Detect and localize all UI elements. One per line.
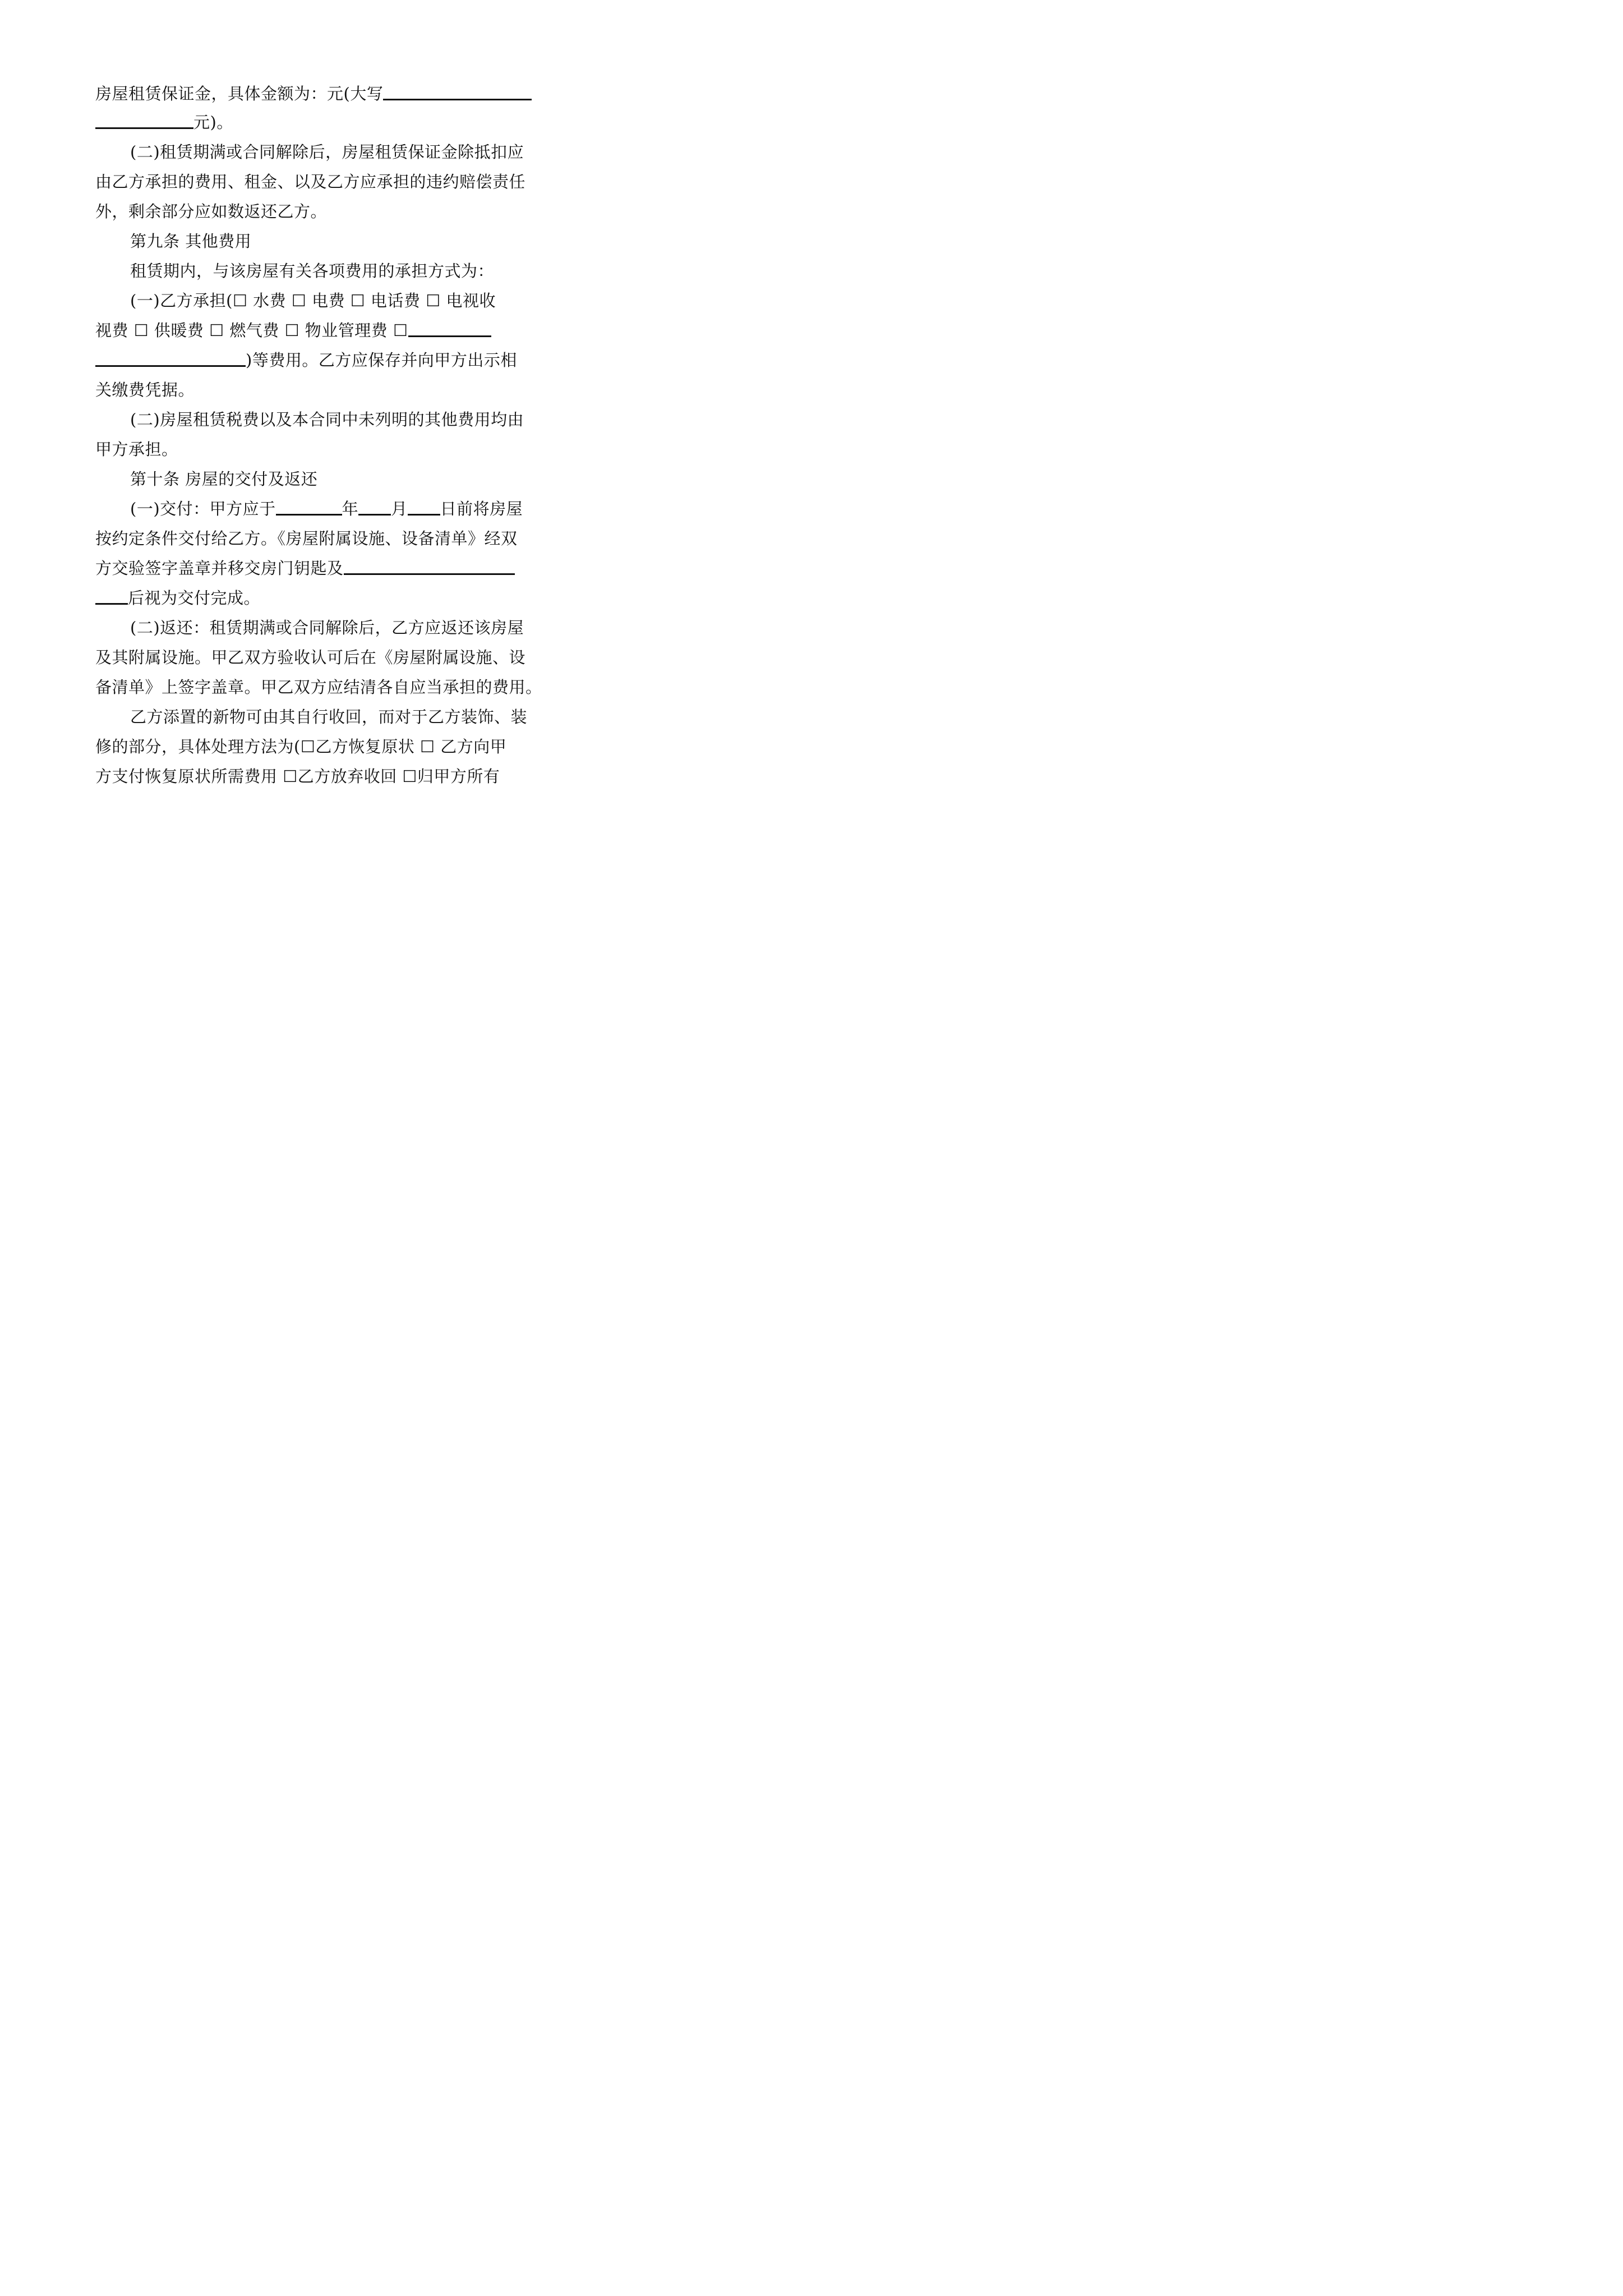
document-page (0, 0, 617, 872)
paragraph-line (95, 437, 178, 462)
text-line (95, 110, 233, 135)
delivery-date-line (130, 496, 523, 521)
paragraph-line (130, 259, 494, 283)
line-text: 方支付恢复原状所需费用 ☐乙方放弃收回 ☐归甲方所有 (95, 767, 500, 786)
line-text: (一)交付：甲方应于 (130, 499, 276, 518)
handover-items-blank-continued (95, 586, 128, 605)
line-text: 日前将房屋 (440, 499, 523, 518)
line-text: (二)房屋租赁税费以及本合同中未列明的其他费用均由 (130, 410, 524, 429)
line-text: (二)返还：租赁期满或合同解除后，乙方应返还该房屋 (130, 618, 524, 637)
line-text: 后视为交付完成。 (128, 588, 261, 608)
paragraph-line (95, 348, 517, 372)
paragraph-line (95, 586, 260, 610)
paragraph-line (130, 140, 524, 164)
paragraph-line (95, 675, 542, 700)
paragraph-line (130, 705, 527, 729)
restoration-option-line (95, 734, 506, 759)
line-text: 外，剩余部分应如数返还乙方。 (95, 202, 328, 221)
line-text: 及其附属设施。甲乙双方验收认可后在《房屋附属设施、设 (95, 648, 526, 667)
line-text: 乙方添置的新物可由其自行收回，而对于乙方装饰、装 (130, 707, 528, 726)
fee-checkbox-line (95, 318, 491, 343)
text-line-deposit-amount (95, 81, 532, 106)
year-label: 年 (342, 499, 359, 518)
paragraph-line (130, 407, 524, 432)
line-text: 备清单》上签字盖章。甲乙双方应结清各自应当承担的费用。 (95, 678, 542, 697)
article-heading-10 (130, 467, 317, 491)
amount-in-words-blank-continued (95, 111, 193, 129)
line-text: (一)乙方承担(☐ 水费 ☐ 电费 ☐ 电话费 ☐ 电视收 (130, 291, 496, 310)
paragraph-line (95, 556, 515, 581)
other-fee-blank-continued (95, 348, 246, 367)
line-text: 方交验签字盖章并移交房门钥匙及 (95, 559, 344, 578)
article-heading-9 (130, 229, 251, 254)
line-text: )等费用。乙方应保存并向甲方出示相 (246, 351, 517, 370)
other-fee-blank (408, 319, 491, 337)
month-label: 月 (391, 499, 408, 518)
day-blank (408, 497, 440, 516)
year-blank (276, 497, 342, 516)
paragraph-line (95, 199, 327, 224)
fee-checkbox-line (130, 288, 496, 313)
heading-text: 第十条 房屋的交付及返还 (130, 470, 318, 489)
amount-in-words-blank (383, 82, 532, 100)
line-text: 由乙方承担的费用、租金、以及乙方应承担的违约赔偿责任 (95, 172, 526, 191)
paragraph-line (95, 169, 525, 194)
heading-text: 第九条 其他费用 (130, 232, 252, 251)
restoration-option-line (95, 764, 500, 789)
paragraph-line (95, 645, 525, 670)
line-text: 视费 ☐ 供暖费 ☐ 燃气费 ☐ 物业管理费 ☐ (95, 321, 408, 340)
paragraph-line (130, 615, 524, 640)
handover-items-blank (344, 556, 515, 575)
line-text: 元)。 (193, 113, 233, 132)
line-text: 修的部分，具体处理方法为(☐乙方恢复原状 ☐ 乙方向甲 (95, 737, 507, 756)
month-blank (358, 497, 391, 516)
line-text: 关缴费凭据。 (95, 380, 195, 399)
line-text: (二)租赁期满或合同解除后，房屋租赁保证金除抵扣应 (130, 142, 524, 162)
line-text: 房屋租赁保证金，具体金额为：元(大写 (95, 84, 384, 103)
line-text: 租赁期内，与该房屋有关各项费用的承担方式为： (130, 261, 495, 280)
paragraph-line (95, 378, 195, 402)
line-text: 按约定条件交付给乙方。《房屋附属设施、设备清单》经双 (95, 529, 518, 548)
paragraph-line (95, 526, 518, 551)
line-text: 甲方承担。 (95, 440, 178, 459)
